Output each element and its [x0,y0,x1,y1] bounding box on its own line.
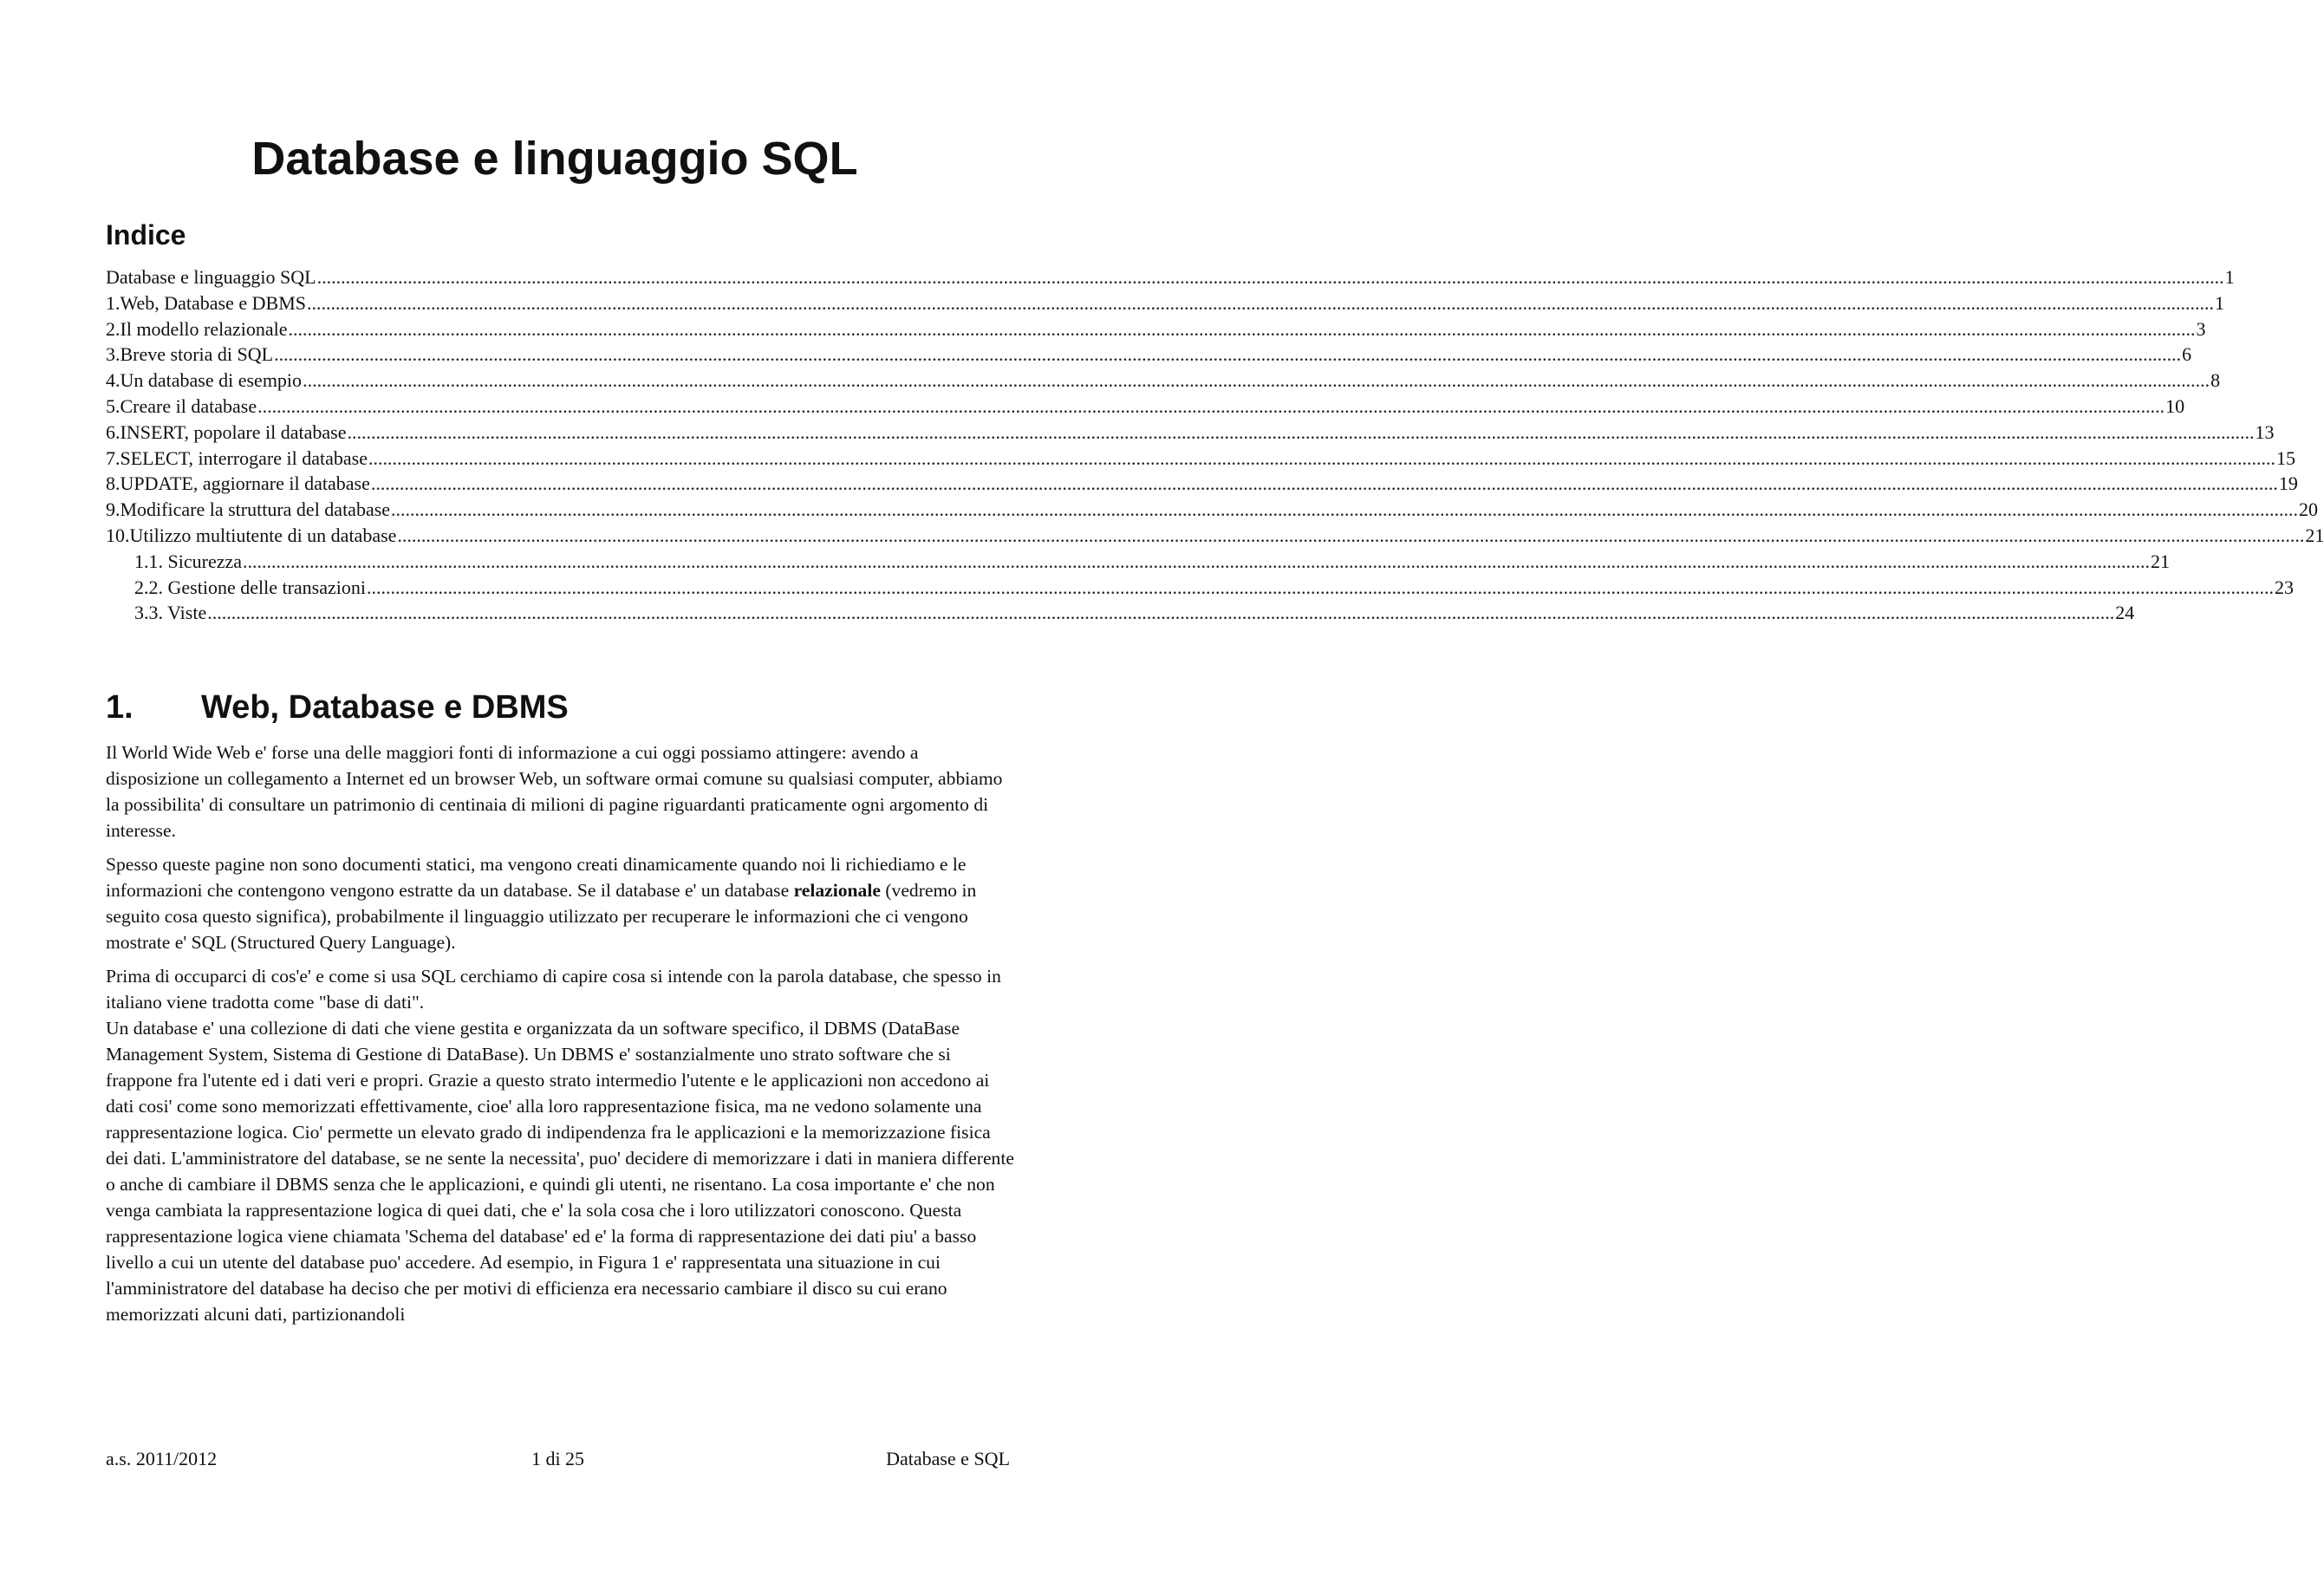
paragraph-2-bold: relazionale [793,880,881,901]
toc-dot-leader: ................................................................................................................................................................................................................................................................................................................................................................................................................ [288,317,2196,340]
toc-dot-leader: ................................................................................................................................................................................................................................................................................................................................................................................................................ [307,291,2215,314]
toc-entry[interactable] [106,600,2135,626]
toc-dot-leader: ................................................................................................................................................................................................................................................................................................................................................................................................................ [274,343,2182,366]
toc-entry[interactable] [106,368,2221,394]
toc-entry[interactable] [106,264,2235,290]
toc-entry-label: 3.Breve storia di SQL [106,343,274,366]
toc-dot-leader: ................................................................................................................................................................................................................................................................................................................................................................................................................ [391,498,2299,521]
paragraph-4: Un database e' una collezione di dati che viene gestita e organizzata da un software specifico, il DBMS (DataBase Management System, Sistema di Gestione di DataBase). Un DBMS e' sostanzialmente uno strato software che si frappone fra l'utente ed i dati veri e propri. Grazie a questo strato intermedio l'utente e le applicazioni non accedono ai dati cosi' come sono memorizzati effettivamente, cioe' alla loro rappresentazione fisica, ma ne vedono solamente una rappresentazione logica. Cio' permette un elevato grado di indipendenza fra le applicazioni e la memorizzazione fisica dei dati. L'amministratore del database, se ne sente la necessita', puo' decidere di memorizzare i dati in maniera differente o anche di cambiare il DBMS senza che le applicazioni, e quindi gli utenti, ne risentano. La cosa importante e' che non venga cambiata la rappresentazione logica di quei dati, che e' la sola cosa che i loro utilizzatori conoscono. Questa rappresentazione logica viene chiamata 'Schema del database' ed e' la forma di rappresentazione dei dati piu' a basso livello a cui un utente del database puo' accedere. Ad esempio, in Figura 1 e' rappresentata una situazione in cui l'amministratore del database ha deciso che per motivi di efficienza era necessario cambiare il disco su cui erano memorizzati alcuni dati, partizionandoli [106,1018,1014,1325]
toc-dot-leader: ................................................................................................................................................................................................................................................................................................................................................................................................................ [303,369,2210,392]
toc-entry-label: 3.3. Viste [134,602,207,624]
section-title: Web, Database e DBMS [201,689,569,726]
toc-dot-leader: ................................................................................................................................................................................................................................................................................................................................................................................................................ [207,602,2115,624]
toc-entry-page: 24 [2115,602,2135,624]
toc-dot-leader: ................................................................................................................................................................................................................................................................................................................................................................................................................ [368,446,2275,469]
toc-dot-leader: ................................................................................................................................................................................................................................................................................................................................................................................................................ [370,472,2278,495]
toc-entry-label: 1.1. Sicurezza [134,550,242,572]
toc-entry-page: 15 [2275,446,2295,469]
section-heading [106,687,569,728]
toc-entry[interactable] [106,471,2298,497]
toc-entry-label: 6.INSERT, popolare il database [106,420,347,443]
toc-entry-label: 10.Utilizzo multiutente di un database [106,524,397,546]
toc-entry[interactable] [106,549,2170,575]
toc-entry-page: 20 [2299,498,2319,521]
toc-entry[interactable] [106,394,2185,420]
toc-entry-page: 6 [2182,343,2192,366]
footer-school-year: a.s. 2011/2012 [106,1448,218,1469]
toc-dot-leader: ................................................................................................................................................................................................................................................................................................................................................................................................................ [257,394,2165,417]
toc-entry-label: 1.Web, Database e DBMS [106,291,307,314]
paragraph-2-text-a: Spesso queste pagine non sono documenti statici, ma vengono creati dinamicamente quando noi li richiediamo e le informazioni che contengono vengono estratte da un database. Se il database e' un database [106,854,967,901]
footer-page-number: 1 di 25 [531,1448,585,1469]
toc-entry-label: 4.Un database di esempio [106,369,303,392]
toc-entry[interactable] [106,420,2275,446]
footer-doc-name: Database e SQL [886,1448,1011,1469]
paragraph-2-text-b: (vedremo in seguito cosa questo significa), probabilmente il linguaggio utilizzato per recuperare le informazioni che ci vengono mostrate e' SQL (Structured Query Language). [106,880,977,953]
toc-entry-label: 2.Il modello relazionale [106,317,288,340]
toc-dot-leader: ................................................................................................................................................................................................................................................................................................................................................................................................................ [243,550,2150,572]
section-number: 1. [106,689,133,726]
toc-entry[interactable] [106,316,2206,342]
toc-entry-label: Database e linguaggio SQL [106,266,316,288]
toc-dot-leader: ................................................................................................................................................................................................................................................................................................................................................................................................................ [366,576,2274,598]
toc-entry-label: 7.SELECT, interrogare il database [106,446,368,469]
toc-entry[interactable] [106,446,2295,472]
paragraph-3: Prima di occuparci di cos'e' e come si usa SQL cerchiamo di capire cosa si intende con la parola database, che spesso in italiano viene tradotta come "base di dati". [106,966,1001,1013]
toc-entry-label: 5.Creare il database [106,394,257,417]
toc-heading: Indice [106,219,186,251]
toc-entry-page: 21 [2305,524,2324,546]
toc-dot-leader: ................................................................................................................................................................................................................................................................................................................................................................................................................ [316,266,2224,288]
toc-entry[interactable] [106,575,2294,601]
toc-entry[interactable] [106,523,2324,549]
toc-entry[interactable] [106,497,2319,523]
toc-entry-label: 9.Modificare la struttura del database [106,498,391,521]
body-text [106,739,1016,1327]
toc-entry-page: 23 [2274,576,2294,598]
toc-dot-leader: ................................................................................................................................................................................................................................................................................................................................................................................................................ [347,420,2255,443]
toc-entry-label: 2.2. Gestione delle transazioni [134,576,366,598]
toc-entry-page: 19 [2278,472,2298,495]
toc-dot-leader: ................................................................................................................................................................................................................................................................................................................................................................................................................ [397,524,2305,546]
toc-entry-page: 10 [2165,394,2185,417]
toc-entry-page: 1 [2224,266,2235,288]
toc-entry-page: 8 [2210,369,2221,392]
toc-entry-page: 13 [2255,420,2275,443]
table-of-contents [106,264,2324,626]
toc-entry[interactable] [106,290,2225,316]
paragraph-1: Il World Wide Web e' forse una delle maggiori fonti di informazione a cui oggi possiamo attingere: avendo a disposizione un collegamento a Internet ed un browser Web, un software ormai comune su qualsiasi computer, abbiamo la possibilita' di consultare un patrimonio di centinaia di milioni di pagine riguardanti praticamente ogni argomento di interesse. [106,742,1003,841]
toc-entry-page: 21 [2151,550,2170,572]
toc-entry-label: 8.UPDATE, aggiornare il database [106,472,370,495]
toc-entry-page: 1 [2215,291,2225,314]
paragraph-2 [106,851,1016,955]
document-title: Database e linguaggio SQL [251,133,858,185]
toc-entry-page: 3 [2196,317,2206,340]
page-footer [106,1446,1010,1472]
toc-entry[interactable] [106,342,2192,368]
